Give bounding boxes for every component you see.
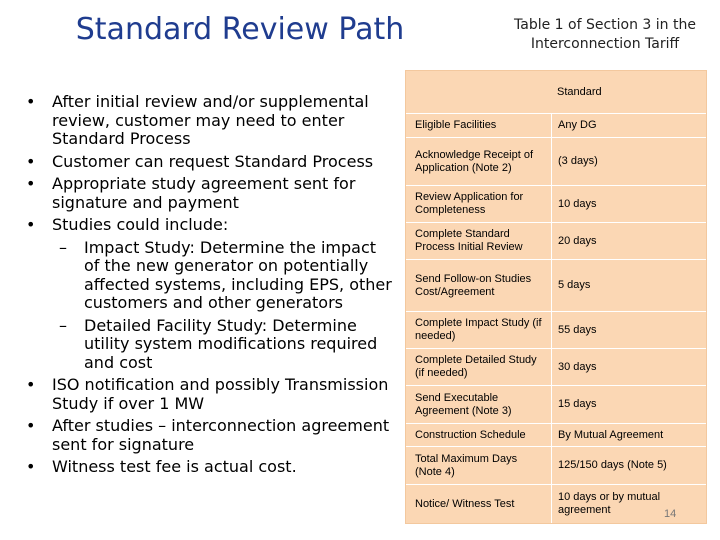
page-title: Standard Review Path: [75, 12, 405, 47]
bullet-text: After initial review and/or supplemental review, customer may need to enter Standard Process: [52, 92, 369, 148]
step-cell: Review Application for Completeness: [406, 186, 552, 222]
bullet-text: Witness test fee is actual cost.: [52, 457, 297, 476]
table-row: [406, 138, 706, 186]
step-cell: Complete Detailed Study (if needed): [406, 349, 552, 385]
table-row: [406, 447, 706, 485]
table-row: [406, 223, 706, 260]
bullet-dot-icon: •: [26, 151, 36, 171]
caption-line-2: Interconnection Tariff: [530, 36, 680, 52]
caption-line-1: Table 1 of Section 3 in the: [514, 17, 696, 33]
bullet-text: Studies could include:: [52, 215, 229, 234]
bullet-text: Appropriate study agreement sent for signature and payment: [52, 174, 356, 212]
bullet-item: [22, 376, 392, 413]
sub-bullet-item: [22, 239, 392, 313]
table-row: [406, 424, 706, 447]
value-cell: 10 days: [558, 197, 597, 210]
sub-bullet-item: [22, 317, 392, 373]
value-cell: (3 days): [558, 155, 598, 167]
table-row: [406, 186, 706, 223]
bullet-item: [22, 175, 392, 212]
bullet-dot-icon: •: [26, 215, 36, 234]
review-timeline-table: [405, 70, 707, 524]
bullet-dot-icon: •: [26, 174, 36, 193]
table-row: [406, 260, 706, 312]
value-cell: 125/150 days (Note 5): [558, 459, 667, 471]
value-cell: 30 days: [558, 360, 597, 373]
bullet-item: [22, 93, 392, 149]
value-cell: 15 days: [558, 398, 597, 410]
step-cell: Send Follow-on Studies Cost/Agreement: [406, 260, 552, 311]
table-row: [406, 312, 706, 349]
dash-icon: –: [59, 315, 67, 335]
bullet-dot-icon: •: [26, 92, 36, 111]
dash-icon: –: [59, 237, 67, 257]
bullet-list: [22, 93, 392, 481]
value-cell: Any DG: [558, 119, 597, 131]
step-cell: Complete Standard Process Initial Review: [406, 223, 552, 259]
table-row: [406, 485, 706, 523]
step-cell: Construction Schedule: [406, 424, 552, 446]
value-cell: 10 days or by mutual agreement: [558, 491, 661, 516]
bullet-text: Customer can request Standard Process: [52, 151, 374, 171]
step-cell: Notice/ Witness Test: [406, 485, 552, 523]
sub-bullet-text: Detailed Facility Study: Determine utility system modifications required and cost: [84, 315, 378, 372]
table-row: [406, 349, 706, 386]
value-cell: By Mutual Agreement: [558, 428, 664, 441]
bullet-text: After studies – interconnection agreement sent for signature: [52, 416, 390, 454]
step-cell: Complete Impact Study (if needed): [406, 312, 552, 348]
bullet-text: ISO notification and possibly Transmission Study if over 1 MW: [52, 375, 389, 413]
value-cell: 55 days: [558, 323, 597, 336]
sub-bullet-text: Impact Study: Determine the impact of the new generator on potentially affected systems, including EPS, other customers and other generators: [84, 237, 392, 312]
bullet-item: [22, 458, 392, 477]
value-cell: 20 days: [558, 234, 597, 247]
value-cell: 5 days: [558, 279, 591, 291]
table-row: [406, 114, 706, 138]
bullet-dot-icon: •: [26, 416, 36, 435]
bullet-item: [22, 216, 392, 235]
step-cell: Eligible Facilities: [406, 114, 552, 137]
header-cell: Standard: [557, 85, 602, 98]
table-header-row: [406, 71, 706, 114]
header-empty-cell: [406, 71, 551, 113]
bullet-item: [22, 417, 392, 454]
bullet-dot-icon: •: [26, 375, 36, 394]
page-number: 14: [664, 508, 677, 520]
step-cell: Acknowledge Receipt of Application (Note 2): [406, 138, 552, 185]
table-row: [406, 386, 706, 424]
step-cell: Total Maximum Days (Note 4): [406, 447, 552, 484]
bullet-item: [22, 153, 392, 172]
step-cell: Send Executable Agreement (Note 3): [406, 386, 552, 423]
bullet-dot-icon: •: [26, 457, 36, 476]
table-caption: [505, 16, 705, 54]
